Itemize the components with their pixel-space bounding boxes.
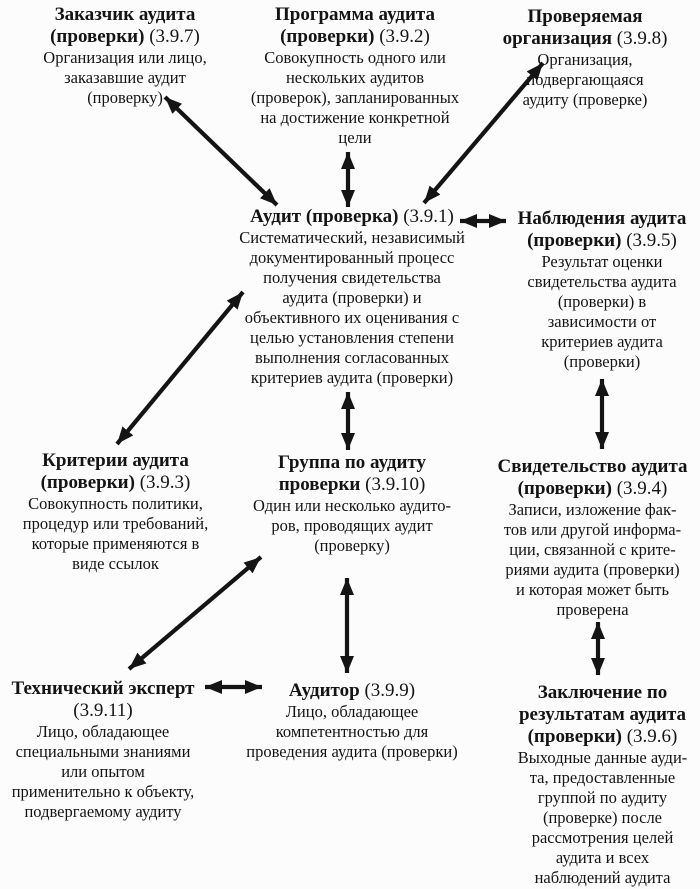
term-definition-line: свидетельства аудита <box>527 272 677 291</box>
term-definition-line: документированный процесс <box>249 248 455 267</box>
term-definition-line: проведения аудита (проверки) <box>246 742 458 761</box>
term-definition <box>237 496 467 556</box>
term-definition <box>507 252 697 372</box>
term-title <box>232 680 472 702</box>
term-title <box>0 678 206 722</box>
term-name-text: проверки <box>278 474 361 495</box>
term-definition-line: риями аудита (проверки) <box>505 560 680 579</box>
term-name-text: Программа аудита <box>274 4 435 25</box>
term-definition-line: Один или несколько аудито- <box>253 496 451 515</box>
term-definition-line: получения свидетельства <box>263 268 441 287</box>
term-title <box>510 682 695 748</box>
term-name-text: (проверки) <box>40 472 135 493</box>
term-definition-line: Результат оценки <box>541 252 663 271</box>
term-title <box>237 452 467 496</box>
clause-number: (3.9.3) <box>139 472 191 493</box>
term-definition <box>232 702 472 762</box>
term-name-text: (проверки) <box>517 478 612 499</box>
term-name-text: (проверки) <box>527 726 622 747</box>
term-definition-line: Совокупность политики, <box>28 494 203 513</box>
term-node-audit-conclusion <box>510 682 695 888</box>
term-definition-line: процедур или требований, <box>22 514 209 533</box>
term-definition-line: объективного их оценивания с <box>244 308 460 327</box>
term-definition-line: и которая может быть <box>515 580 670 599</box>
term-definition-line: группой по аудиту <box>537 788 668 807</box>
term-name-text: Аудитор <box>288 680 360 701</box>
clause-number: (3.9.4) <box>616 478 668 499</box>
term-definition-line: аудиту (проверке) <box>522 90 648 109</box>
term-definition-line: целью установления степени <box>250 328 454 347</box>
term-node-audit-client <box>20 4 230 108</box>
term-definition <box>20 48 230 108</box>
term-node-audit-criteria <box>3 450 228 574</box>
term-definition <box>0 722 206 822</box>
term-definition-line: Организация или лицо, <box>43 48 207 67</box>
term-definition <box>240 48 470 148</box>
term-definition-line: та, предоставленные <box>529 768 676 787</box>
term-definition-line: виде ссылок <box>72 554 159 573</box>
term-definition-line: которые применяются в <box>31 534 200 553</box>
term-definition <box>485 50 685 110</box>
term-title <box>227 206 477 228</box>
term-name-text: (проверки) <box>280 26 375 47</box>
term-definition-line: Выходные данные ауди- <box>517 748 688 767</box>
term-definition-line: Лицо, обладающее <box>285 702 419 721</box>
term-definition-line: Лицо, обладающее <box>36 722 170 741</box>
term-name-text: Проверяемая <box>527 6 643 27</box>
term-definition-line: аудита и всех <box>555 848 650 867</box>
term-node-auditor <box>232 680 472 762</box>
term-name-text: (проверки) <box>527 230 622 251</box>
term-definition-line: зависимости от <box>547 312 657 331</box>
term-name-text: Критерии аудита <box>42 450 189 471</box>
term-node-audit-findings <box>507 208 697 372</box>
term-title <box>20 4 230 48</box>
term-definition-line: критериев аудита <box>541 332 663 351</box>
clause-number: (3.9.2) <box>379 26 430 47</box>
term-node-auditee <box>485 6 685 110</box>
term-name-text: (проверки) <box>50 26 145 47</box>
term-name-text: Технический эксперт <box>11 678 195 699</box>
term-definition-line: аудита (проверки) и <box>282 288 422 307</box>
term-definition-line: Совокупность одного или <box>264 48 446 67</box>
term-name-text: организация <box>502 28 612 49</box>
term-definition-line: применительно к объекту, <box>11 782 195 801</box>
term-definition-line: тов или другой информа- <box>503 520 682 539</box>
term-name-text: Наблюдения аудита <box>517 208 687 229</box>
term-name-text: Аудит (проверка) <box>250 206 399 227</box>
term-name-text: Заключение по <box>537 682 668 703</box>
term-definition <box>3 494 228 574</box>
clause-number: (3.9.8) <box>616 28 668 49</box>
term-node-audit-programme <box>240 4 470 148</box>
term-definition-line: (проверок), запланированных <box>250 88 460 107</box>
term-definition-line: заказавшие аудит <box>64 68 186 87</box>
clause-number: (3.9.9) <box>364 680 416 701</box>
term-definition-line: выполнения согласованных <box>254 348 450 367</box>
term-definition-line: подвергаемому аудиту <box>24 802 182 821</box>
term-title <box>507 208 697 252</box>
clause-number: (3.9.6) <box>626 726 678 747</box>
term-definition-line: подвергающаяся <box>526 70 644 89</box>
term-definition-line: (проверки) в <box>557 292 647 311</box>
term-definition-line: или опытом <box>61 762 145 781</box>
double-arrow-audit-criteria <box>117 292 243 444</box>
term-definition-line: специальными знаниями <box>15 742 191 761</box>
term-name-text: Группа по аудиту <box>277 452 427 473</box>
term-definition-line: ции, связанной с крите- <box>509 540 676 559</box>
term-definition-line: цели <box>338 128 372 147</box>
term-title <box>240 4 470 48</box>
term-title <box>485 6 685 50</box>
term-definition-line: критериев аудита (проверки) <box>250 368 454 387</box>
term-definition-line: на достижение конкретной <box>260 108 450 127</box>
term-node-technical-expert <box>0 678 206 822</box>
term-definition-line: компетентностью для <box>275 722 429 741</box>
clause-number: (3.9.7) <box>149 26 200 47</box>
term-definition-line: ров, проводящих аудит <box>271 516 433 535</box>
term-name-text: Свидетельство аудита <box>497 456 688 477</box>
term-definition <box>510 748 695 888</box>
clause-number: (3.9.1) <box>403 206 454 227</box>
term-definition-line: (проверке) после <box>542 808 662 827</box>
term-node-audit <box>227 206 477 388</box>
term-name-text: Заказчик аудита <box>54 4 196 25</box>
clause-number: (3.9.5) <box>626 230 677 251</box>
term-definition-line: наблюдений аудита <box>534 868 671 887</box>
clause-number: (3.9.11) <box>73 700 133 721</box>
term-node-audit-team <box>237 452 467 556</box>
term-title <box>485 456 700 500</box>
term-definition-line: Записи, изложение фак- <box>508 500 677 519</box>
term-definition-line: Систематический, независимый <box>239 228 465 247</box>
term-definition <box>485 500 700 620</box>
term-definition-line: нескольких аудитов <box>285 68 425 87</box>
term-title <box>3 450 228 494</box>
term-definition-line: проверена <box>556 600 629 619</box>
clause-number: (3.9.10) <box>365 474 426 495</box>
term-definition-line: (проверки) <box>563 352 641 371</box>
term-definition-line: (проверку) <box>314 536 390 555</box>
term-node-audit-evidence <box>485 456 700 620</box>
term-definition-line: (проверку) <box>87 88 163 107</box>
term-name-text: результатам аудита <box>518 704 687 725</box>
term-definition-line: Организация, <box>537 50 633 69</box>
term-definition-line: рассмотрения целей <box>531 828 674 847</box>
term-definition <box>227 228 477 388</box>
